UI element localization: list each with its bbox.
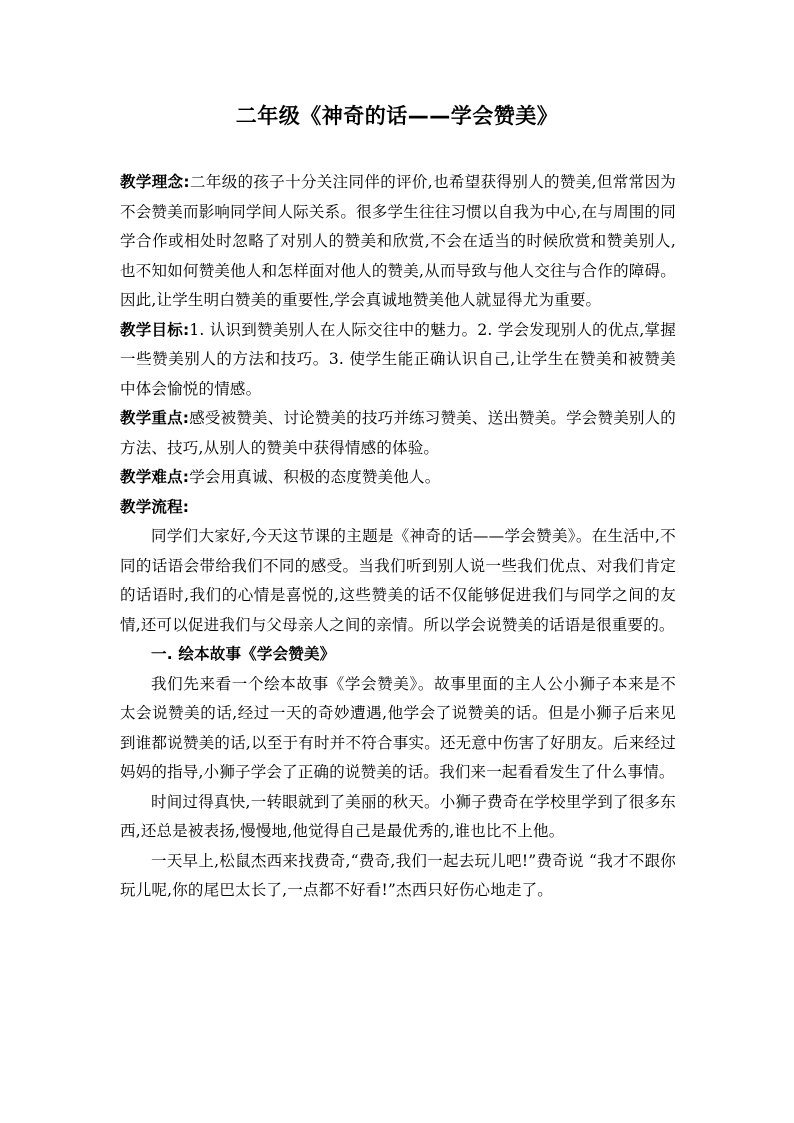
document-title: 二年级《神奇的话——学会赞美》	[235, 104, 559, 128]
section-label: 教学流程:	[120, 497, 190, 516]
section-text: 学会用真诚、积极的态度赞美他人。	[189, 468, 441, 486]
section-text: 感受被赞美、讨论赞美的技巧并练习赞美、送出赞美。学会赞美别人的方法、技巧,从别人的赞美中获得情感的体验。	[120, 409, 677, 457]
document-body	[120, 168, 676, 906]
paragraph-story-1: 我们先来看一个绘本故事《学会赞美》。故事里面的主人公小狮子本来是不太会说赞美的话,经过一天的奇妙遭遇,他学会了说赞美的话。但是小狮子后来见到谁都说赞美的话,以至于有时并不符合事实。还无意中伤害了好朋友。后来经过妈妈的指导,小狮子学会了正确的说赞美的话。我们来一起看看发生了什么事情。	[120, 674, 676, 781]
section-teaching-difficulty	[120, 463, 676, 493]
paragraph-story-2: 时间过得真快,一转眼就到了美丽的秋天。小狮子费奇在学校里学到了很多东西,还总是被表扬,慢慢地,他觉得自己是最优秀的,谁也比不上他。	[120, 792, 676, 840]
section-teaching-process	[120, 493, 676, 523]
section-label: 教学难点:	[120, 468, 190, 486]
section-text: 二年级的孩子十分关注同伴的评价,也希望获得别人的赞美,但常常因为不会赞美而影响同学间人际关系。很多学生往往习惯以自我为中心,在与周围的同学合作或相处时忽略了对别人的赞美和欣赏,不会在适当的时候欣赏和赞美别人,也不知如何赞美他人和怎样面对他人的赞美,从而导致与他人交往与合作的障碍。因此,让学生明白赞美的重要性,学会真诚地赞美他人就显得尤为重要。	[120, 173, 677, 309]
section-label: 教学重点:	[120, 409, 190, 427]
section-heading-picture-book: 一. 绘本故事《学会赞美》	[151, 645, 336, 663]
section-teaching-focus	[120, 404, 676, 463]
paragraph-intro: 同学们大家好,今天这节课的主题是《神奇的话——学会赞美》。在生活中,不同的话语会带给我们不同的感受。当我们听到别人说一些我们优点、对我们肯定的话语时,我们的心情是喜悦的,这些赞美的话不仅能够促进我们与同学之间的友情,还可以促进我们与父母亲人之间的亲情。所以学会说赞美的话语是很重要的。	[120, 527, 676, 634]
section-teaching-philosophy	[120, 168, 676, 316]
section-label: 教学目标:	[120, 320, 190, 339]
section-text: 1. 认识到赞美别人在人际交往中的魅力。2. 学会发现别人的优点,掌握一些赞美别人的方法和技巧。3. 使学生能正确认识自己,让学生在赞美和被赞美中体会愉悦的情感。	[120, 320, 676, 398]
section-label: 教学理念:	[120, 173, 190, 191]
paragraph-story-3: 一天早上,松鼠杰西来找费奇,“费奇,我们一起去玩儿吧!”费奇说 “我才不跟你玩儿呢,你的尾巴太长了,一点都不好看!”杰西只好伤心地走了。	[120, 851, 676, 899]
section-teaching-goals	[120, 316, 676, 405]
